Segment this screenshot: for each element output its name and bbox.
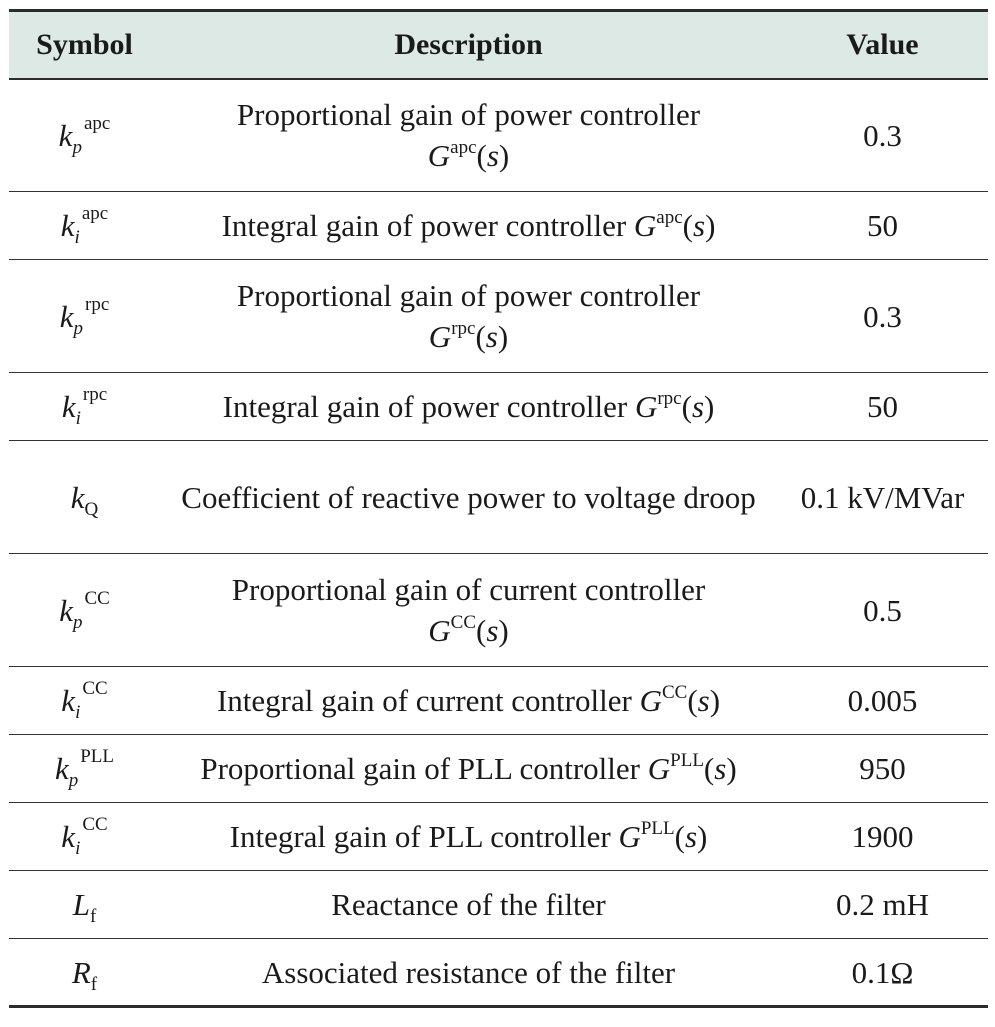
- description-cell: [160, 441, 777, 554]
- header-value: Value: [777, 11, 988, 79]
- transfer-function-argument: s: [714, 751, 727, 786]
- table-row: [9, 735, 988, 803]
- description-cell: Integral gain of PLL controller $G^{PLL}(s)$: [160, 803, 777, 871]
- value-cell: 50: [777, 192, 988, 260]
- transfer-function: G: [634, 389, 658, 424]
- table-row: [9, 939, 988, 1007]
- description-text: Proportional gain of power controller: [236, 278, 701, 313]
- symbol-base: k: [58, 117, 73, 153]
- transfer-function: G: [647, 751, 671, 786]
- transfer-function-superscript: rpc: [657, 388, 682, 409]
- symbol-base: k: [61, 683, 76, 718]
- symbol-subscript: i: [75, 838, 81, 859]
- header-description: Description: [160, 11, 777, 79]
- table-body: [9, 79, 988, 1007]
- description-cell: [160, 871, 777, 939]
- value-cell: 1900: [777, 803, 988, 871]
- description-cell: Proportional gain of power controller $G^{rpc}(s)$: [160, 260, 777, 373]
- symbol-subscript: i: [74, 227, 80, 248]
- description-text: Integral gain of current controller: [216, 683, 632, 718]
- symbol-subscript: Q: [84, 498, 99, 520]
- transfer-function-superscript: apc: [450, 137, 477, 159]
- value-cell: 0.1 kV/MVar: [777, 441, 988, 554]
- symbol-superscript: PLL: [80, 746, 115, 767]
- table-row: [9, 441, 988, 554]
- description-cell: [160, 939, 777, 1007]
- description-cell: Proportional gain of PLL controller $G^{PLL}(s)$: [160, 735, 777, 803]
- transfer-function-superscript: CC: [450, 612, 476, 633]
- symbol-subscript: f: [90, 973, 98, 995]
- header-row: [9, 11, 988, 79]
- transfer-function-superscript: CC: [661, 682, 688, 703]
- symbol-cell: [9, 441, 160, 554]
- transfer-function-argument: s: [691, 389, 705, 424]
- table-row: [9, 79, 988, 192]
- value-cell: 950: [777, 735, 988, 803]
- transfer-function-argument: s: [684, 819, 698, 854]
- transfer-function-superscript: apc: [656, 207, 683, 228]
- symbol-cell: [9, 554, 160, 667]
- transfer-function-superscript: rpc: [451, 318, 476, 339]
- symbol-superscript: apc: [81, 203, 109, 224]
- symbol-base: k: [60, 208, 75, 243]
- symbol-subscript: i: [75, 702, 81, 723]
- symbol-superscript: CC: [84, 587, 110, 609]
- transfer-function: G: [428, 613, 451, 648]
- symbol-subscript: p: [73, 317, 83, 339]
- description-text: Proportional gain of PLL controller: [200, 751, 640, 786]
- transfer-function-superscript: PLL: [670, 750, 704, 771]
- description-text: Integral gain of PLL controller: [229, 819, 611, 854]
- symbol-superscript: rpc: [85, 293, 110, 315]
- symbol-base: R: [71, 954, 91, 990]
- transfer-function-argument: s: [693, 208, 706, 243]
- value-cell: 50: [777, 373, 988, 441]
- symbol-subscript: p: [68, 770, 79, 791]
- table-row: [9, 803, 988, 871]
- symbol-subscript: f: [89, 906, 97, 927]
- transfer-function: G: [618, 819, 641, 854]
- description-text: Proportional gain of power controller: [236, 97, 701, 133]
- table-row: [9, 554, 988, 667]
- symbol-cell: [9, 939, 160, 1007]
- table-row: [9, 192, 988, 260]
- symbol-superscript: rpc: [82, 384, 108, 405]
- description-cell: Proportional gain of current controller $G^{CC}(s)$: [160, 554, 777, 667]
- value-cell: 0.005: [777, 667, 988, 735]
- description-cell: Proportional gain of power controller $G^{apc}(s)$: [160, 79, 777, 192]
- table-row: [9, 260, 988, 373]
- symbol-base: k: [59, 298, 74, 334]
- description-text: Integral gain of power controller: [221, 208, 627, 243]
- symbol-base: k: [61, 389, 76, 424]
- symbol-subscript: p: [72, 136, 82, 158]
- value-cell: 0.2 mH: [777, 871, 988, 939]
- transfer-function-argument: s: [697, 683, 710, 718]
- value-cell: 0.5: [777, 554, 988, 667]
- description-text: Reactance of the filter: [331, 887, 606, 922]
- symbol-subscript: i: [75, 408, 81, 429]
- transfer-function-argument: s: [486, 138, 499, 174]
- symbol-cell: [9, 803, 160, 871]
- description-cell: Integral gain of power controller $G^{rpc}(s)$: [160, 373, 777, 441]
- description-text: Coefficient of reactive power to voltage droop: [181, 479, 756, 515]
- parameter-table: [9, 9, 988, 1008]
- symbol-superscript: CC: [82, 814, 108, 835]
- transfer-function: G: [639, 683, 662, 718]
- transfer-function-argument: s: [486, 613, 499, 648]
- symbol-base: k: [61, 819, 76, 854]
- symbol-cell: [9, 79, 160, 192]
- symbol-cell: [9, 871, 160, 939]
- description-text: Proportional gain of current controller: [231, 572, 706, 607]
- description-text: Integral gain of power controller: [222, 389, 628, 424]
- symbol-cell: [9, 373, 160, 441]
- transfer-function-argument: s: [485, 319, 498, 354]
- symbol-superscript: CC: [82, 678, 108, 699]
- transfer-function: G: [633, 208, 657, 243]
- table-row: [9, 871, 988, 939]
- header-symbol: Symbol: [9, 11, 160, 79]
- transfer-function: G: [427, 138, 451, 174]
- description-cell: Integral gain of current controller $G^{CC}(s)$: [160, 667, 777, 735]
- symbol-cell: [9, 667, 160, 735]
- symbol-base: k: [70, 479, 85, 515]
- description-text: Associated resistance of the filter: [261, 954, 676, 990]
- symbol-superscript: apc: [83, 112, 111, 134]
- value-cell: 0.1Ω: [777, 939, 988, 1007]
- symbol-base: L: [72, 887, 90, 922]
- symbol-base: k: [59, 592, 73, 628]
- transfer-function-superscript: PLL: [640, 818, 675, 839]
- description-cell: Integral gain of power controller $G^{apc}(s)$: [160, 192, 777, 260]
- symbol-base: k: [54, 751, 69, 786]
- table-row: [9, 667, 988, 735]
- symbol-cell: [9, 260, 160, 373]
- transfer-function: G: [428, 319, 452, 354]
- table-row: [9, 373, 988, 441]
- value-cell: 0.3: [777, 260, 988, 373]
- symbol-cell: [9, 735, 160, 803]
- symbol-cell: [9, 192, 160, 260]
- value-cell: 0.3: [777, 79, 988, 192]
- symbol-subscript: p: [72, 611, 83, 633]
